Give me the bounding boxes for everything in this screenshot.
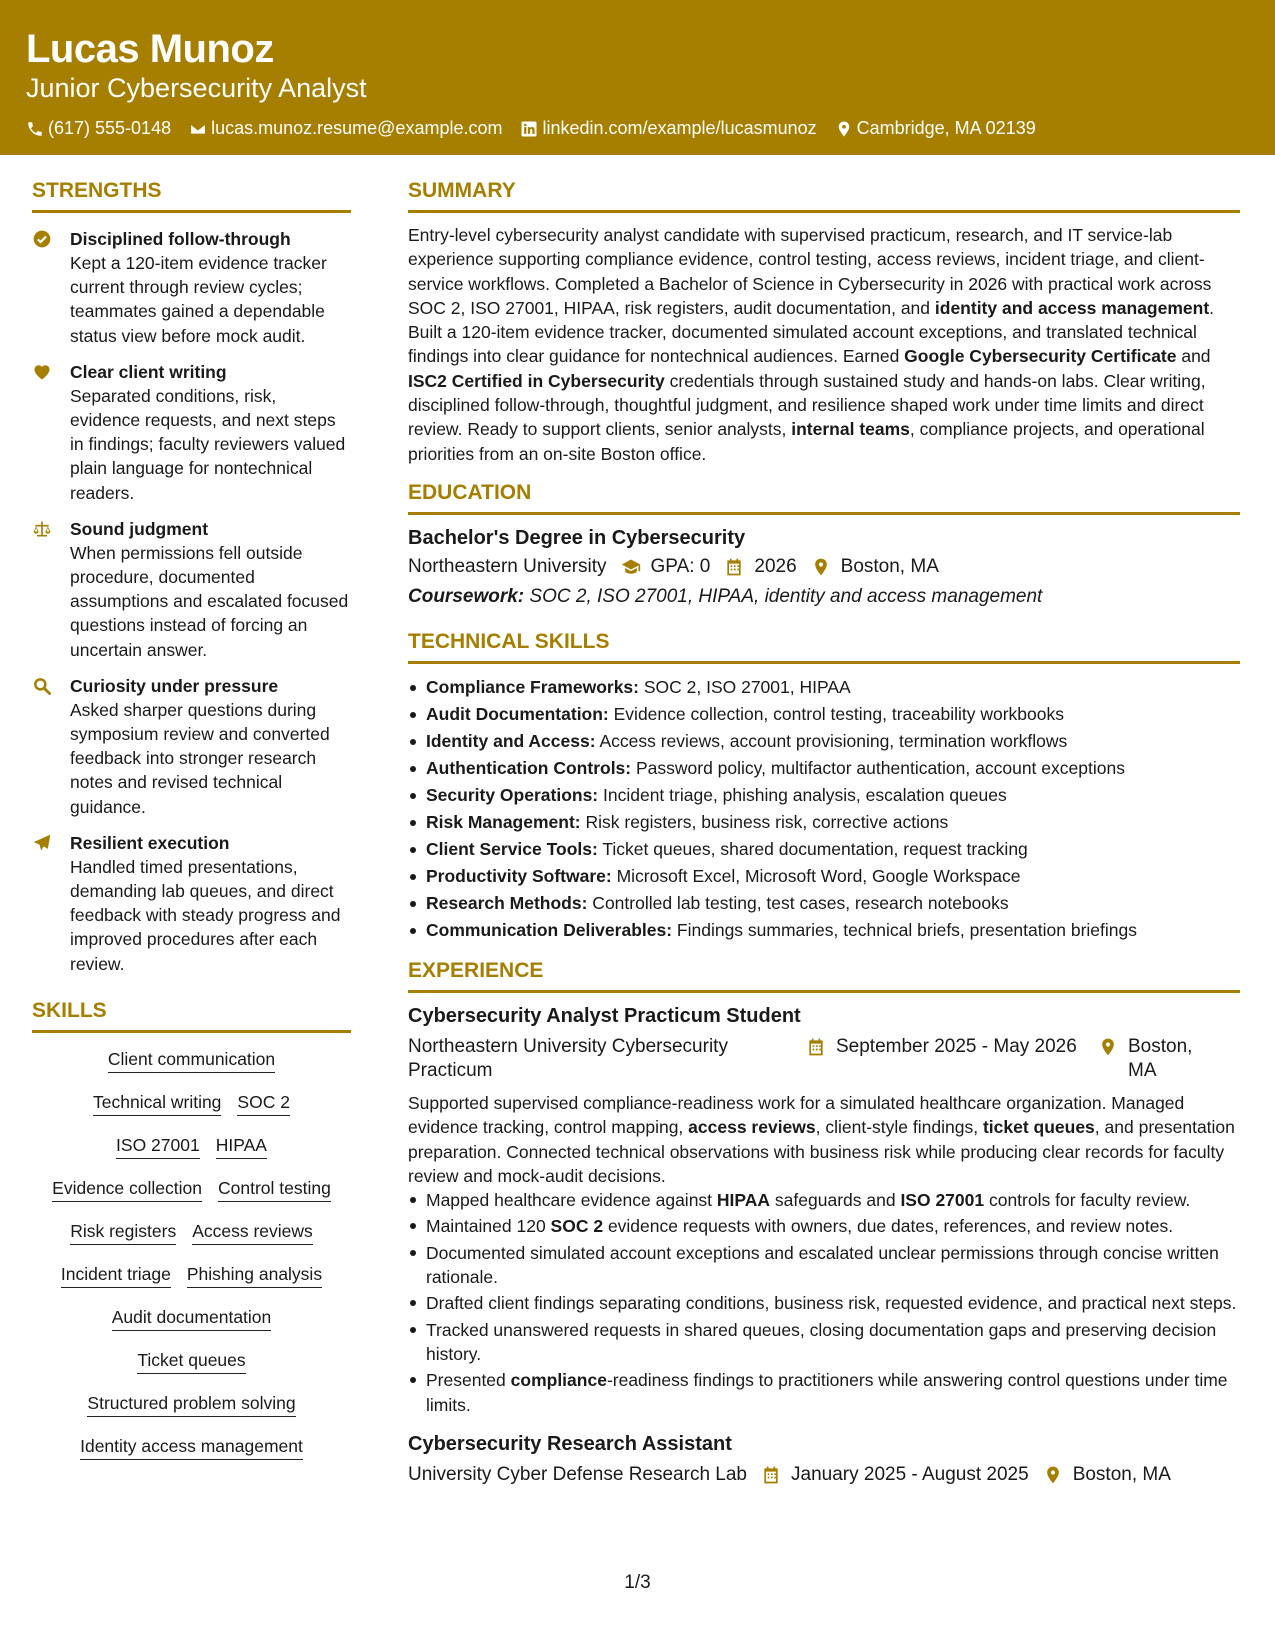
education-details: [408, 553, 1240, 581]
strength-item: [32, 674, 351, 819]
contact-linkedin[interactable]: linkedin.com/example/lucasmunoz: [520, 118, 816, 139]
strength-title: Disciplined follow-through: [70, 229, 291, 249]
job-title: Cybersecurity Research Assistant: [408, 1432, 732, 1455]
job-location: Boston, MA: [1043, 1463, 1171, 1487]
skill-tag: HIPAA: [216, 1133, 267, 1159]
job-meta: [408, 1035, 1240, 1083]
map-pin-icon: [811, 557, 831, 577]
strength-item: [32, 831, 351, 976]
technical-skill-item: Identity and Access: Access reviews, account provisioning, termination workflows: [408, 728, 1240, 755]
job-description: Supported supervised compliance-readiness work for a simulated healthcare organization. Managed evidence tracking, control mapping, access reviews, client-style findings, ticket queues, and presentation preparation. Connected technical observations with business risk while producing clear records for faculty review and mock-audit decisions.: [408, 1092, 1235, 1186]
summary-heading: SUMMARY: [408, 178, 1240, 213]
linkedin-icon: [520, 120, 538, 138]
skills-heading: SKILLS: [32, 998, 351, 1033]
skills-list: [32, 1047, 351, 1460]
strength-item: [32, 360, 351, 505]
skill-tag: Control testing: [218, 1176, 331, 1202]
resume-header: [0, 0, 1275, 155]
skill-row: [32, 1133, 351, 1159]
technical-skills-heading: TECHNICAL SKILLS: [408, 629, 1240, 664]
skill-row: [32, 1090, 351, 1116]
technical-skill-item: Audit Documentation: Evidence collection, control testing, traceability workbooks: [408, 701, 1240, 728]
contact-email[interactable]: lucas.munoz.resume@example.com: [189, 118, 502, 139]
right-column: [408, 178, 1240, 1487]
skill-row: [32, 1348, 351, 1374]
map-pin-icon: [1098, 1037, 1118, 1057]
job-dates: January 2025 - August 2025: [761, 1463, 1029, 1487]
paper-plane-icon: [32, 831, 70, 976]
check-circle-icon: [32, 227, 70, 348]
calendar-icon: [724, 557, 744, 577]
job-title: Cybersecurity Analyst Practicum Student: [408, 1004, 801, 1027]
skill-tag: Ticket queues: [137, 1348, 245, 1374]
page-number: 1/3: [624, 1572, 651, 1593]
phone-icon: [26, 120, 44, 138]
skill-row: [32, 1047, 351, 1073]
education-coursework: Coursework: SOC 2, ISO 27001, HIPAA, identity and access management: [408, 585, 1043, 607]
job-bullets: [408, 1188, 1240, 1417]
calendar-icon: [806, 1037, 826, 1057]
job-org: Northeastern University Cybersecurity Practicum: [408, 1035, 728, 1081]
strength-description: Asked sharper questions during symposium review and converted feedback into stronger research notes and revised technical guidance.: [70, 699, 330, 817]
left-column: [32, 178, 351, 1477]
strength-description: Separated conditions, risk, evidence requests, and next steps in findings; faculty reviewers valued plain language for nontechnical readers.: [70, 385, 346, 503]
education-heading: EDUCATION: [408, 480, 1240, 515]
education-degree: Bachelor's Degree in Cybersecurity: [408, 526, 746, 549]
education-location: Boston, MA: [811, 553, 939, 581]
map-pin-icon: [835, 120, 853, 138]
calendar-icon: [761, 1465, 781, 1485]
skill-row: [32, 1305, 351, 1331]
skill-tag: Access reviews: [192, 1219, 313, 1245]
technical-skills-list: [408, 674, 1240, 944]
graduation-cap-icon: [621, 557, 641, 577]
heart-icon: [32, 360, 70, 505]
skill-tag: Incident triage: [61, 1262, 171, 1288]
search-icon: [32, 674, 70, 819]
skill-row: [32, 1262, 351, 1288]
skill-tag: Risk registers: [70, 1219, 176, 1245]
strength-description: Kept a 120-item evidence tracker current through review cycles; teammates gained a dependable status view before mock audit.: [70, 253, 327, 346]
job-bullet: Presented compliance-readiness findings to practitioners while answering control questions under time limits.: [408, 1368, 1240, 1417]
job-org: University Cyber Defense Research Lab: [408, 1463, 747, 1485]
job-bullet: Maintained 120 SOC 2 evidence requests with owners, due dates, references, and review notes.: [408, 1214, 1240, 1238]
summary-text: Entry-level cybersecurity analyst candidate with supervised practicum, research, and IT service-lab experience supporting compliance evidence, control testing, access reviews, incident triage, and client-service workflows. Completed a Bachelor of Science in Cybersecurity in 2026 with practical work across SOC 2, ISO 27001, HIPAA, risk registers, audit documentation, and identity and access management. Built a 120-item evidence tracker, documented simulated account exceptions, and translated technical findings into clear guidance for nontechnical audiences. Earned Google Cybersecurity Certificate and ISC2 Certified in Cybersecurity credentials through sustained study and hands-on labs. Clear writing, disciplined follow-through, thoughtful judgment, and resilience shaped work under time limits and direct review. Ready to support clients, senior analysts, internal teams, compliance projects, and operational priorities from an on-site Boston office.: [408, 225, 1215, 464]
technical-skill-item: Client Service Tools: Ticket queues, shared documentation, request tracking: [408, 836, 1240, 863]
skill-tag: Phishing analysis: [187, 1262, 322, 1288]
strengths-heading: STRENGTHS: [32, 178, 351, 213]
education-school: Northeastern University: [408, 555, 607, 577]
technical-skill-item: Authentication Controls: Password policy, multifactor authentication, account exceptions: [408, 755, 1240, 782]
skill-tag: Technical writing: [93, 1090, 221, 1116]
job-dates: September 2025 - May 2026: [806, 1035, 1098, 1083]
skill-row: [32, 1219, 351, 1245]
technical-skill-item: Compliance Frameworks: SOC 2, ISO 27001, HIPAA: [408, 674, 1240, 701]
job-location: Boston, MA: [1098, 1035, 1208, 1083]
skill-tag: Identity access management: [80, 1434, 303, 1460]
contact-location: Cambridge, MA 02139: [835, 118, 1036, 139]
strength-title: Sound judgment: [70, 518, 209, 539]
technical-skill-item: Research Methods: Controlled lab testing, test cases, research notebooks: [408, 890, 1240, 917]
education-gpa: GPA: 0: [621, 553, 711, 581]
map-pin-icon: [1043, 1465, 1063, 1485]
skill-tag: Evidence collection: [52, 1176, 202, 1202]
skill-tag: SOC 2: [237, 1090, 290, 1116]
contact-bar: [26, 118, 1249, 139]
contact-phone[interactable]: (617) 555-0148: [26, 118, 171, 139]
skill-tag: Client communication: [108, 1047, 275, 1073]
candidate-role: Junior Cybersecurity Analyst: [26, 73, 367, 103]
candidate-name: Lucas Munoz: [26, 27, 274, 71]
technical-skill-item: Productivity Software: Microsoft Excel, Microsoft Word, Google Workspace: [408, 863, 1240, 890]
skill-row: [32, 1391, 351, 1417]
job-entry: [408, 1431, 1240, 1487]
skill-tag: ISO 27001: [116, 1133, 200, 1159]
technical-skill-item: Communication Deliverables: Findings summaries, technical briefs, presentation briefings: [408, 917, 1240, 944]
technical-skill-item: Risk Management: Risk registers, business risk, corrective actions: [408, 809, 1240, 836]
job-entry: [408, 1003, 1240, 1417]
job-bullet: Mapped healthcare evidence against HIPAA safeguards and ISO 27001 controls for faculty review.: [408, 1188, 1240, 1212]
strength-title: Curiosity under pressure: [70, 675, 279, 696]
strength-title: Clear client writing: [70, 361, 227, 382]
strength-description: When permissions fell outside procedure, documented assumptions and escalated focused questions instead of forcing an uncertain answer.: [70, 542, 349, 660]
experience-heading: EXPERIENCE: [408, 958, 1240, 993]
job-bullet: Drafted client findings separating conditions, business risk, requested evidence, and practical next steps.: [408, 1291, 1240, 1315]
education-year: 2026: [724, 553, 796, 581]
skill-row: [32, 1176, 351, 1202]
strength-item: [32, 517, 351, 662]
technical-skill-item: Security Operations: Incident triage, phishing analysis, escalation queues: [408, 782, 1240, 809]
strength-description: Handled timed presentations, demanding lab queues, and direct feedback with steady progress and improved procedures after each review.: [70, 856, 341, 974]
scale-icon: [32, 517, 70, 662]
job-bullet: Tracked unanswered requests in shared queues, closing documentation gaps and preserving decision history.: [408, 1318, 1240, 1367]
skill-tag: Audit documentation: [112, 1305, 272, 1331]
job-meta: [408, 1463, 1240, 1487]
skill-tag: Structured problem solving: [87, 1391, 295, 1417]
strength-title: Resilient execution: [70, 832, 230, 853]
envelope-icon: [189, 120, 207, 138]
job-bullet: Documented simulated account exceptions and escalated unclear permissions through concise written rationale.: [408, 1241, 1240, 1290]
skill-row: [32, 1434, 351, 1460]
strength-item: [32, 227, 351, 348]
strengths-list: [32, 227, 351, 976]
